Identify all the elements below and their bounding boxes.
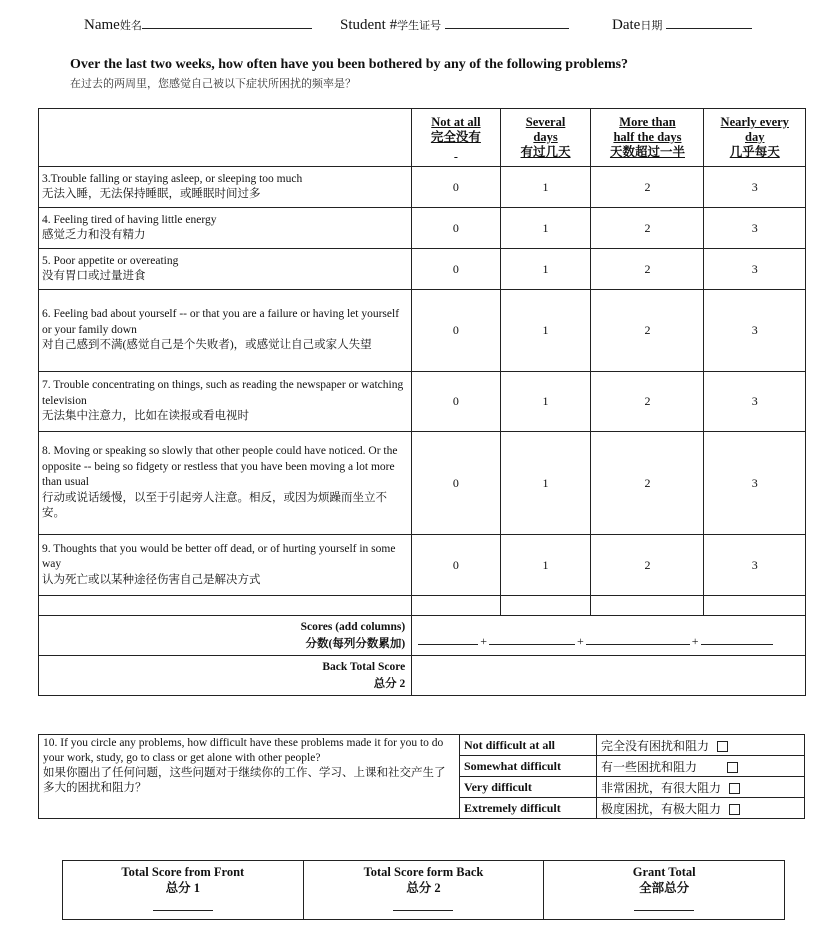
empty-row [39, 596, 806, 616]
score-cell[interactable]: 0 [412, 167, 500, 208]
item-text [39, 249, 412, 290]
column-header-en: half the days [613, 130, 682, 144]
total-label-en: Total Score from Front [121, 865, 245, 879]
empty-cell [412, 596, 500, 616]
student-label-zh: 学生证号 [397, 20, 442, 32]
total-label-zh: 全部总分 [639, 881, 690, 895]
item-text-zh: 行动或说话缓慢，以至于引起旁人注意。相反，或因为烦躁而坐立不安。 [42, 491, 387, 520]
scores-label-en: Scores (add columns) [300, 620, 406, 633]
student-field-group [340, 14, 569, 34]
student-input-line[interactable] [445, 14, 569, 29]
column-sum-blank[interactable] [418, 632, 478, 645]
score-cell[interactable]: 2 [591, 208, 704, 249]
table-row [39, 290, 806, 372]
back-total-label-en: Back Total Score [322, 660, 406, 673]
column-header-zh: 完全没有 [430, 130, 481, 144]
column-header-several-days [500, 109, 591, 167]
option-label: Somewhat difficult [460, 756, 597, 777]
column-header-zh: 几乎每天 [729, 145, 780, 159]
item-column-header [39, 109, 412, 167]
item-text-en: 7. Trouble concentrating on things, such as reading the newspaper or watching television [42, 379, 404, 407]
option-checkbox-cell[interactable] [597, 756, 805, 777]
score-cell[interactable]: 1 [500, 535, 591, 596]
plus-sign: + [576, 634, 584, 648]
checkbox[interactable] [727, 762, 738, 773]
date-label-zh: 日期 [640, 20, 663, 32]
score-cell[interactable]: 0 [412, 432, 500, 535]
option-label-zh: 非常困扰，有很大阻力 [601, 780, 722, 795]
item-text-en: 9. Thoughts that you would be better off dead, or of hurting yourself in some way [42, 542, 396, 571]
item-text-zh: 没有胃口或过量进食 [42, 270, 146, 282]
score-cell[interactable]: 3 [704, 432, 806, 535]
column-header-en: days [533, 130, 558, 144]
total-label-zh: 总分 2 [406, 881, 441, 895]
back-total-row [39, 656, 806, 696]
score-cell[interactable]: 2 [591, 432, 704, 535]
date-label: Date [612, 17, 641, 33]
total-blank[interactable] [153, 898, 213, 911]
column-sum-blank[interactable] [586, 632, 690, 645]
item-text [39, 167, 412, 208]
column-sum-blank[interactable] [489, 632, 575, 645]
difficulty-table [38, 734, 805, 819]
item-text-zh: 感觉乏力和没有精力 [42, 229, 146, 241]
option-label-zh: 完全没有困扰和阻力 [601, 738, 710, 753]
table-row [39, 535, 806, 596]
score-cell[interactable]: 3 [704, 249, 806, 290]
score-cell[interactable]: 3 [704, 290, 806, 372]
column-header-zh: 天数超过一半 [609, 145, 685, 159]
total-label-zh: 总分 1 [165, 881, 201, 895]
option-label-zh: 有一些困扰和阻力 [601, 759, 698, 774]
score-cell[interactable]: 1 [500, 167, 591, 208]
item-text [39, 372, 412, 432]
option-label: Extremely difficult [460, 798, 597, 819]
column-header-en: More than [619, 115, 676, 129]
name-label-zh: 姓名 [119, 20, 142, 32]
score-cell[interactable]: 1 [500, 249, 591, 290]
table-row [39, 208, 806, 249]
score-cell[interactable]: 0 [412, 535, 500, 596]
score-cell[interactable]: 2 [591, 249, 704, 290]
plus-sign: + [691, 634, 699, 648]
back-total-value-cell[interactable] [412, 656, 806, 696]
totals-table [62, 860, 785, 920]
score-cell[interactable]: 0 [412, 249, 500, 290]
total-label-en: Grant Total [632, 865, 696, 879]
scores-label-zh: 分数(每列分数累加) [305, 637, 406, 650]
score-cell[interactable]: 3 [704, 208, 806, 249]
empty-cell [39, 596, 412, 616]
item-text-zh: 对自己感到不满(感觉自己是个失败者)，或感觉让自己或家人失望 [42, 339, 372, 352]
item-text-zh: 无法集中注意力，比如在读报或看电视时 [42, 410, 249, 423]
date-field-group [612, 14, 752, 34]
back-total-label [39, 656, 412, 696]
empty-cell [704, 596, 806, 616]
item-text [39, 290, 412, 372]
score-cell[interactable]: 1 [500, 432, 591, 535]
total-blank[interactable] [634, 898, 694, 911]
checkbox[interactable] [717, 741, 728, 752]
total-label-en: Total Score form Back [363, 865, 484, 879]
score-cell[interactable]: 2 [591, 290, 704, 372]
back-total-label-zh: 总分 2 [373, 677, 406, 690]
item-text-en: 3.Trouble falling or staying asleep, or sleeping too much [42, 172, 303, 185]
total-front-cell[interactable] [63, 861, 304, 920]
table-row [39, 249, 806, 290]
option-label-zh: 极度困扰，有极大阻力 [601, 801, 722, 816]
item-text-en: 4. Feeling tired of having little energy [42, 213, 217, 226]
column-header-en: day [745, 130, 765, 144]
question-title: Over the last two weeks, how often have you been bothered by any of the following problems? [70, 57, 629, 72]
table-row [39, 167, 806, 208]
total-back-cell[interactable] [303, 861, 544, 920]
item-text-en: 6. Feeling bad about yourself -- or that you are a failure or having let yourself or your family down [42, 308, 400, 336]
score-cell[interactable]: 1 [500, 208, 591, 249]
total-blank[interactable] [393, 898, 453, 911]
item-text-zh: 无法入睡，无法保持睡眠，或睡眠时间过多 [42, 188, 261, 200]
column-header-en: Not at all [431, 115, 481, 129]
score-cell[interactable]: 0 [412, 372, 500, 432]
item-text-en: 8. Moving or speaking so slowly that other people could have noticed. Or the opposite -- being so fidgety or restless that you have been moving a lot more than usual [42, 445, 398, 489]
item-text [39, 535, 412, 596]
column-header-zh: 有过几天 [520, 145, 571, 159]
option-checkbox-cell[interactable] [597, 777, 805, 798]
score-cell[interactable]: 3 [704, 535, 806, 596]
item-text [39, 208, 412, 249]
table-row [39, 432, 806, 535]
name-input-line[interactable] [142, 14, 312, 29]
column-header-en: Nearly every [720, 115, 789, 129]
option-label: Not difficult at all [460, 735, 597, 756]
column-header-not-at-all [412, 109, 500, 167]
score-cell[interactable]: 2 [591, 372, 704, 432]
table-header-row [39, 109, 806, 167]
item-text-en: 5. Poor appetite or overeating [42, 254, 179, 267]
difficulty-row [39, 735, 805, 756]
option-label: Very difficult [460, 777, 597, 798]
item-text [39, 432, 412, 535]
grand-total-cell[interactable] [544, 861, 785, 920]
scores-sum-cell [412, 616, 806, 656]
item-text-zh: 认为死亡或以某种途径伤害自己是解决方式 [42, 573, 261, 586]
symptom-table [38, 108, 806, 696]
checkbox[interactable] [729, 783, 740, 794]
score-cell[interactable]: 0 [412, 290, 500, 372]
scores-row [39, 616, 806, 656]
scores-label [39, 616, 412, 656]
option-checkbox-cell[interactable] [597, 798, 805, 819]
column-header-en: Several [525, 115, 566, 129]
column-header-nearly-every-day [704, 109, 806, 167]
name-field-group [84, 14, 312, 34]
score-cell[interactable]: 2 [591, 167, 704, 208]
table-row [39, 372, 806, 432]
plus-sign: + [480, 634, 487, 648]
q10-question [39, 735, 460, 819]
question-title-zh: 在过去的两周里，您感觉自己被以下症状所困扰的频率是？ [70, 78, 356, 90]
column-header-more-than-half [591, 109, 704, 167]
name-label: Name [84, 17, 120, 33]
checkbox[interactable] [729, 804, 740, 815]
student-label: Student # [340, 17, 398, 33]
score-cell[interactable]: 0 [412, 208, 500, 249]
column-sum-blank[interactable] [701, 632, 773, 645]
date-input-line[interactable] [666, 14, 752, 29]
score-cell[interactable]: 3 [704, 167, 806, 208]
score-cell[interactable]: 3 [704, 372, 806, 432]
score-cell[interactable]: 2 [591, 535, 704, 596]
empty-cell [591, 596, 704, 616]
score-cell[interactable]: 1 [500, 290, 591, 372]
q10-text-en: 10. If you circle any problems, how difficult have these problems made it for you to do your work, study, go to class or get alone with other people? [43, 737, 444, 764]
empty-cell [500, 596, 591, 616]
option-checkbox-cell[interactable] [597, 735, 805, 756]
totals-row [63, 861, 785, 920]
q10-text-zh: 如果你圈出了任何问题，这些问题对于继续你的工作、学习、上课和社交产生了多大的困扰和阻力？ [43, 767, 446, 794]
score-cell[interactable]: 1 [500, 372, 591, 432]
